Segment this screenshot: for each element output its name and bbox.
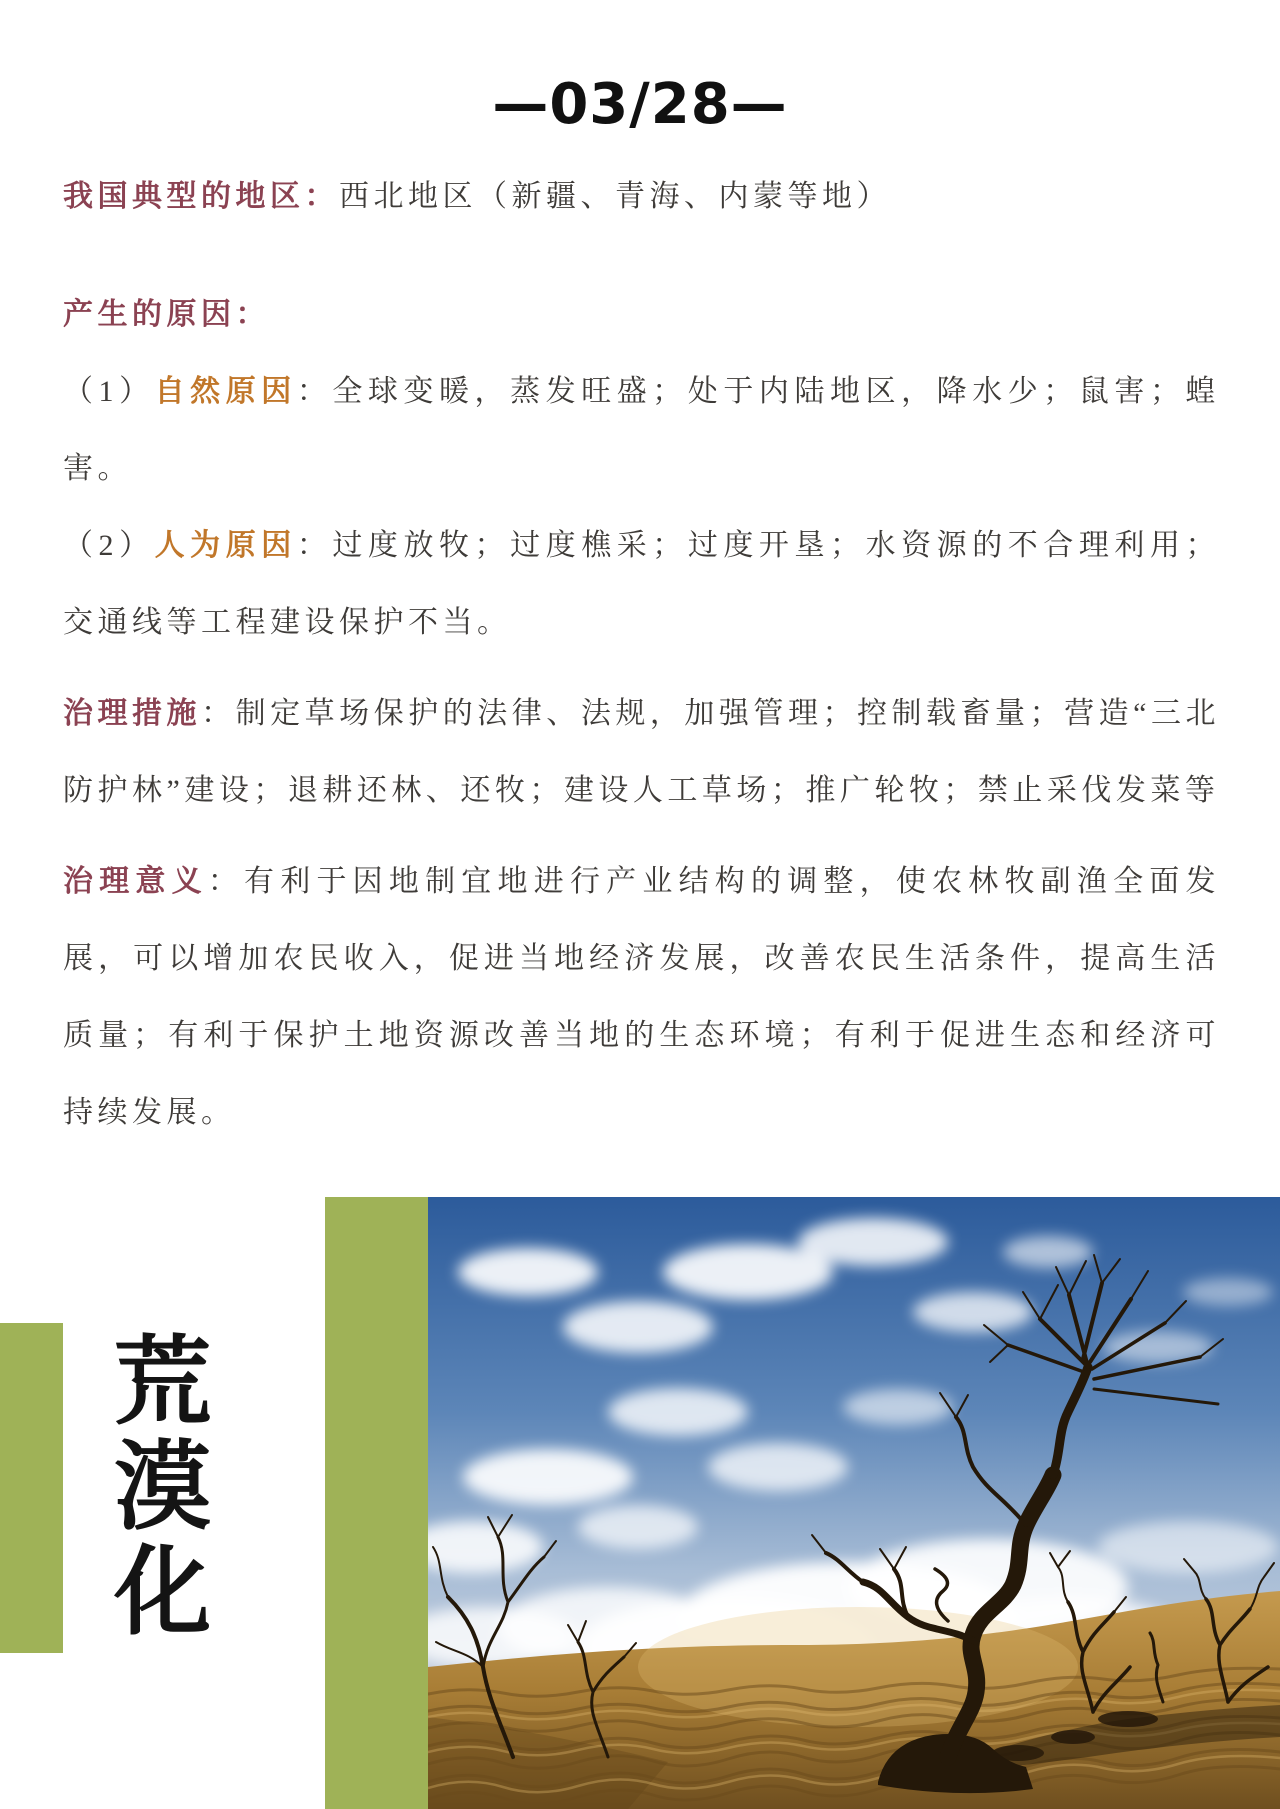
paragraph <box>63 353 1220 507</box>
term-label: 我国典型的地区： <box>63 180 339 213</box>
text-run: 西北地区（新疆、青海、内蒙等地） <box>339 180 891 213</box>
desert-photo-svg <box>428 1197 1280 1809</box>
text-run: ：全球变暖，蒸发旺盛；处于内陆地区，降水少；鼠害；蝗害。 <box>63 375 1220 485</box>
term-label: 治理措施 <box>63 697 202 730</box>
text-run: ：有利于因地制宜地进行产业结构的调整，使农林牧副渔全面发展，可以增加农民收入，促进当地经济发展，改善农民生活条件，提高生活质量；有利于保护土地资源改善当地的生态环境；有利于促进生态和经济可持续发展。 <box>63 865 1221 1129</box>
term-label: 治理意义 <box>63 865 208 898</box>
vertical-title: 荒漠化 <box>97 1330 212 1645</box>
left-accent-bar <box>0 1323 63 1653</box>
term-label: 人为原因 <box>154 529 297 562</box>
notes-section <box>63 158 1220 1151</box>
paragraph <box>63 158 1220 235</box>
text-run: （2） <box>63 529 155 562</box>
paragraph <box>63 675 1220 829</box>
paragraph <box>63 276 1220 353</box>
desert-photo <box>428 1197 1280 1809</box>
text-run: （1） <box>63 375 155 408</box>
paragraph <box>63 507 1220 661</box>
text-run: ：过度放牧；过度樵采；过度开垦；水资源的不合理利用；交通线等工程建设保护不当。 <box>63 529 1220 639</box>
text-run: ：制定草场保护的法律、法规，加强管理；控制载畜量；营造“三北防护林”建设；退耕还林、还牧；建设人工草场；推广轮牧；禁止采伐发菜等 <box>63 697 1220 807</box>
photo-accent-column <box>325 1197 428 1809</box>
paragraph <box>63 843 1220 1151</box>
page-number-heading: —03/28— <box>492 72 788 137</box>
term-label: 自然原因 <box>154 375 297 408</box>
term-label: 产生的原因： <box>63 298 270 331</box>
